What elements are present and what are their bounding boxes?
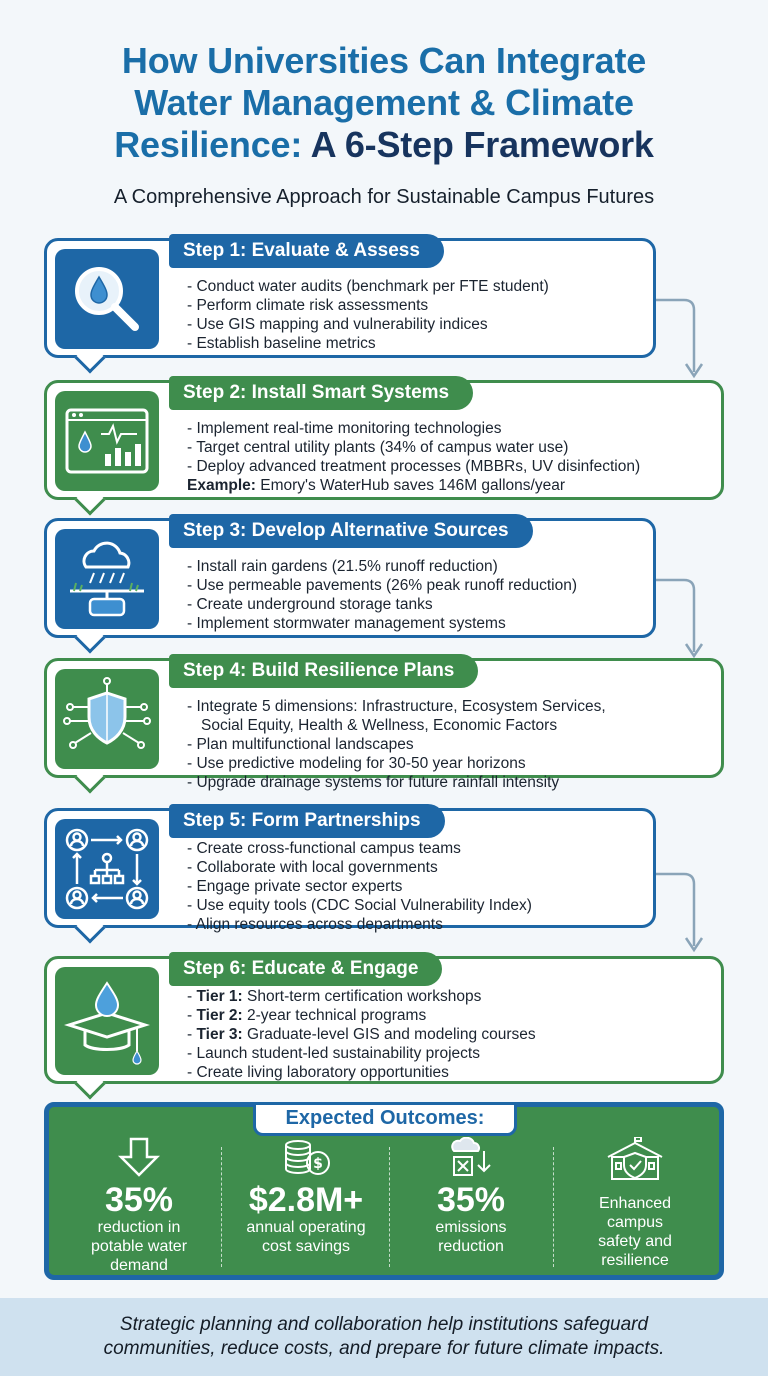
step-6-icon-box: [55, 967, 159, 1075]
step-6-card: [44, 956, 724, 1084]
tier-text: Graduate-level GIS and modeling courses: [242, 1026, 536, 1043]
title-line-3: [0, 124, 768, 166]
outcome-text: campus: [606, 1214, 664, 1231]
campus-shield-icon: [604, 1137, 666, 1183]
example-label: Example:: [187, 477, 256, 494]
step-5-banner: Step 5: Form Partnerships: [169, 804, 445, 838]
step-1-bullets: [187, 277, 643, 353]
page-title: [0, 40, 768, 166]
outcome-value: 35%: [436, 1181, 506, 1219]
step-4-card: [44, 658, 724, 791]
list-item: - Integrate 5 dimensions: Infrastructure, Ecosystem Services,: [187, 698, 606, 715]
list-item: - Create living laboratory opportunities: [187, 1064, 449, 1081]
step-2-card: [44, 380, 724, 500]
tier-label: Tier 1:: [196, 988, 243, 1005]
list-item: [187, 716, 711, 735]
outcome-text: cost savings: [261, 1238, 351, 1255]
outcome-value: 35%: [104, 1181, 174, 1219]
graduation-cap-drop-icon: [63, 975, 151, 1067]
list-item: - Target central utility plants (34% of campus water use): [187, 439, 569, 456]
list-item: [187, 476, 711, 495]
example-text: Emory's WaterHub saves 146M gallons/year: [255, 477, 565, 494]
outcome-cost-savings: [223, 1137, 389, 1277]
outcome-divider: [553, 1147, 554, 1267]
list-item: - Create underground storage tanks: [187, 596, 433, 613]
footer-line-1: Strategic planning and collaboration help institutions safeguard: [119, 1314, 649, 1335]
list-item: - Create cross-functional campus teams: [187, 840, 461, 857]
factory-emissions-icon: [448, 1137, 494, 1177]
coins-dollar-icon: [280, 1137, 332, 1177]
list-item: - Implement stormwater management systems: [187, 615, 506, 632]
outcome-emissions: [391, 1137, 551, 1277]
svg-text:$: $: [313, 1156, 323, 1172]
step-4-bullets: [187, 697, 711, 792]
outcome-safety: [555, 1137, 715, 1277]
list-item-continuation: Social Equity, Health & Wellness, Economic Factors: [201, 717, 558, 734]
outcome-text: Enhanced: [598, 1195, 672, 1212]
step-3-bullets: [187, 557, 643, 633]
outcome-text: demand: [110, 1257, 168, 1274]
list-item: - Launch student-led sustainability projects: [187, 1045, 480, 1062]
step-2-icon-box: [55, 391, 159, 491]
list-item: - Implement real-time monitoring technologies: [187, 420, 502, 437]
list-item: - Collaborate with local governments: [187, 859, 438, 876]
list-item: - Use predictive modeling for 30-50 year horizons: [187, 755, 526, 772]
step-2-banner: Step 2: Install Smart Systems: [169, 376, 473, 410]
list-item: - Tier 3: Graduate-level GIS and modeling courses: [187, 1026, 536, 1043]
list-item: - Install rain gardens (21.5% runoff reduction): [187, 558, 498, 575]
outcome-water-demand: [59, 1137, 219, 1277]
title-line-2: Water Management & Climate: [134, 82, 634, 123]
outcome-divider: [221, 1147, 222, 1267]
step-5-icon-box: [55, 819, 159, 919]
list-item: - Plan multifunctional landscapes: [187, 736, 414, 753]
outcome-text: annual operating: [246, 1219, 366, 1236]
expected-outcomes-panel: [44, 1102, 724, 1280]
rain-cloud-storage-icon: [64, 537, 150, 621]
step-5-card: [44, 808, 656, 933]
list-item: - Use GIS mapping and vulnerability indices: [187, 316, 488, 333]
list-item: - Engage private sector experts: [187, 878, 403, 895]
tier-label: Tier 3:: [196, 1026, 243, 1043]
connector-arrow-1-2: [650, 290, 710, 390]
partners-network-icon: [63, 826, 151, 912]
down-arrow-icon: [117, 1137, 161, 1177]
tier-text: Short-term certification workshops: [242, 988, 482, 1005]
tier-text: 2-year technical programs: [242, 1007, 427, 1024]
list-item: - Use permeable pavements (26% peak runoff reduction): [187, 577, 578, 594]
list-item: - Upgrade drainage systems for future rainfall intensity: [187, 774, 560, 791]
outcome-text: safety and: [598, 1233, 672, 1250]
title-line-1: How Universities Can Integrate: [121, 40, 647, 81]
outcome-text: resilience: [601, 1252, 669, 1269]
tier-label: Tier 2:: [196, 1007, 243, 1024]
step-4-icon-box: [55, 669, 159, 769]
monitoring-dashboard-icon: [63, 404, 151, 478]
network-shield-icon: [63, 677, 151, 761]
footer-line-2: communities, reduce costs, and prepare for future climate impacts.: [103, 1338, 665, 1359]
step-1-card: [44, 238, 656, 358]
footer-banner: [0, 1298, 768, 1376]
title-line-3-highlight: Resilience:: [114, 124, 303, 165]
title-line-3-rest: A 6-Step Framework: [302, 124, 654, 165]
outcome-text: potable water: [90, 1238, 188, 1255]
outcome-text: emissions: [435, 1219, 507, 1236]
step-6-banner: Step 6: Educate & Engage: [169, 952, 442, 986]
outcome-value: $2.8M+: [248, 1181, 364, 1219]
connector-arrow-3-4: [650, 570, 710, 670]
list-item: - Align resources across departments: [187, 916, 443, 933]
step-6-bullets: [187, 987, 711, 1082]
list-item: - Tier 1: Short-term certification workshops: [187, 988, 482, 1005]
outcome-divider: [389, 1147, 390, 1267]
step-1-banner: Step 1: Evaluate & Assess: [169, 234, 444, 268]
list-item: - Tier 2: 2-year technical programs: [187, 1007, 427, 1024]
list-item: - Establish baseline metrics: [187, 335, 376, 352]
step-5-bullets: [187, 839, 643, 934]
step-3-banner: Step 3: Develop Alternative Sources: [169, 514, 533, 548]
step-1-icon-box: [55, 249, 159, 349]
magnifier-water-drop-icon: [65, 257, 149, 341]
list-item: - Use equity tools (CDC Social Vulnerability Index): [187, 897, 532, 914]
step-3-icon-box: [55, 529, 159, 629]
step-2-bullets: [187, 419, 711, 495]
outcomes-title: Expected Outcomes:: [253, 1102, 517, 1136]
list-item: - Perform climate risk assessments: [187, 297, 429, 314]
list-item: - Deploy advanced treatment processes (MBBRs, UV disinfection): [187, 458, 641, 475]
outcome-text: reduction in: [97, 1219, 181, 1236]
step-3-card: [44, 518, 656, 638]
step-4-banner: Step 4: Build Resilience Plans: [169, 654, 478, 688]
outcome-text: reduction: [438, 1238, 504, 1255]
page-subtitle: A Comprehensive Approach for Sustainable Campus Futures: [113, 186, 655, 208]
connector-arrow-5-6: [650, 864, 710, 964]
list-item: - Conduct water audits (benchmark per FTE student): [187, 278, 549, 295]
